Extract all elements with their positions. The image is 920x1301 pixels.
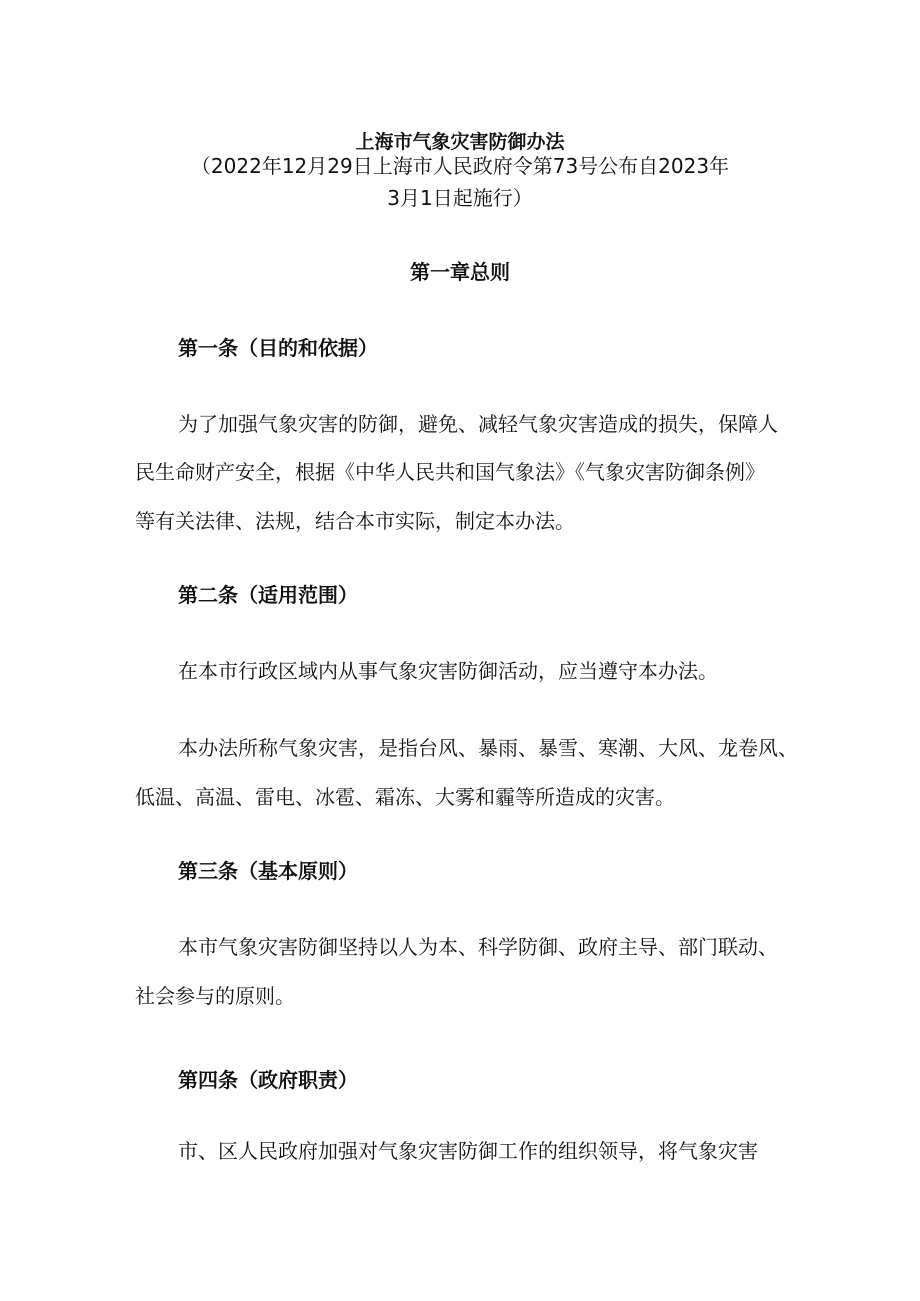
chapter-heading: 第一章总则 xyxy=(410,260,510,284)
document-subtitle-line-1: （2022年12月29日上海市人民政府令第73号公布自2023年 xyxy=(190,154,730,178)
article-3-paragraph-line: 社会参与的原则。 xyxy=(135,984,295,1008)
article-1-paragraph-line: 为了加强气象灾害的防御，避免、减轻气象灾害造成的损失，保障人 xyxy=(178,412,778,436)
article-4-heading: 第四条（政府职责） xyxy=(178,1068,358,1092)
article-4-paragraph-line: 市、区人民政府加强对气象灾害防御工作的组织领导，将气象灾害 xyxy=(178,1139,758,1163)
article-1-paragraph-line: 民生命财产安全，根据《中华人民共和国气象法》《气象灾害防御条例》 xyxy=(135,460,765,484)
document-title: 上海市气象灾害防御办法 xyxy=(355,131,565,153)
article-2-paragraph-line: 低温、高温、雷电、冰雹、霜冻、大雾和霾等所造成的灾害。 xyxy=(135,785,675,809)
article-2-paragraph-line: 在本市行政区域内从事气象灾害防御活动，应当遵守本办法。 xyxy=(178,659,718,683)
article-2-heading: 第二条（适用范围） xyxy=(178,583,358,607)
article-1-heading: 第一条（目的和依据） xyxy=(178,336,378,360)
document-subtitle-line-2: 3月1日起施行） xyxy=(387,186,533,210)
article-3-heading: 第三条（基本原则） xyxy=(178,859,358,883)
article-2-paragraph-line: 本办法所称气象灾害，是指台风、暴雨、暴雪、寒潮、大风、龙卷风、 xyxy=(178,736,798,760)
article-1-paragraph-line: 等有关法律、法规，结合本市实际，制定本办法。 xyxy=(135,509,575,533)
article-3-paragraph-line: 本市气象灾害防御坚持以人为本、科学防御、政府主导、部门联动、 xyxy=(178,935,778,959)
